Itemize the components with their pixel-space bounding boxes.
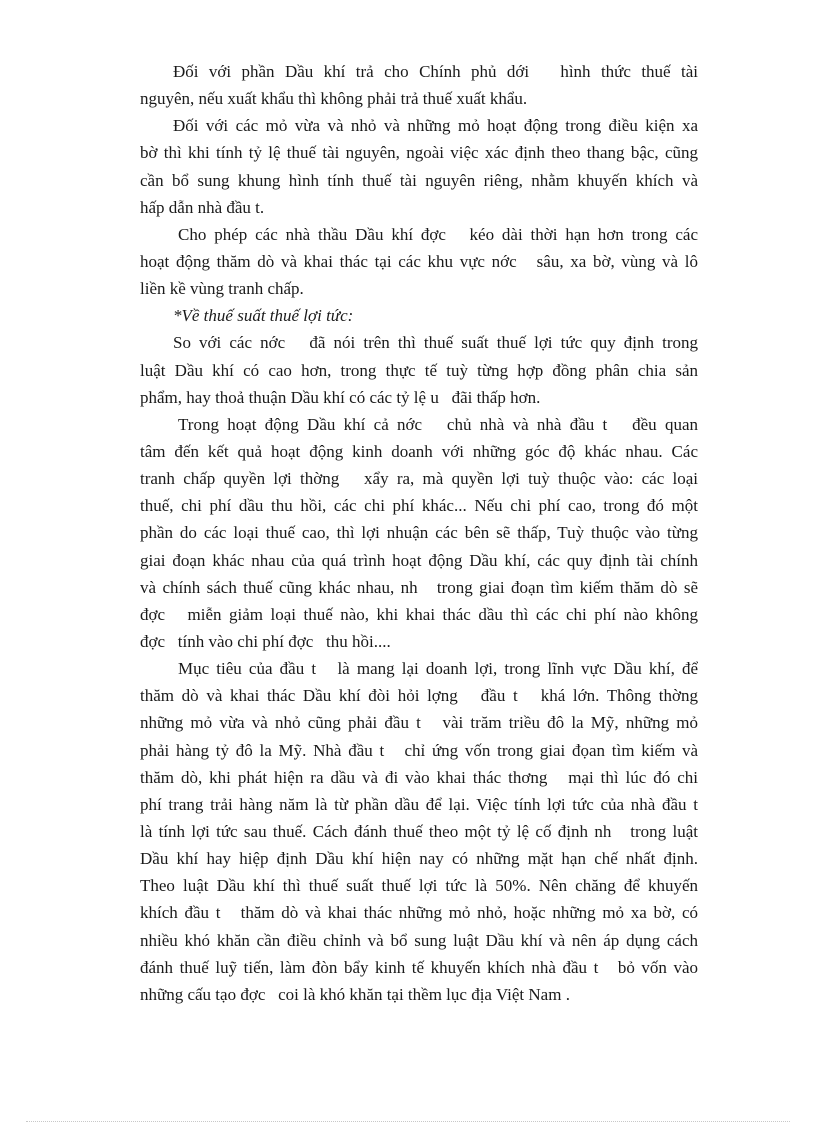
text-line: thăm dò, khi phát hiện ra dầu và đi vào khai thác thơng mại thì lúc đó chi	[140, 767, 698, 787]
text-line: những cấu tạo đợc coi là khó khăn tại thềm lục địa Việt Nam .	[140, 984, 570, 1004]
text-line: *Về thuế suất thuế lợi tức:	[173, 306, 354, 326]
text-line: nguyên, nếu xuất khẩu thì không phải trả thuế xuất khẩu.	[140, 89, 528, 109]
page-bottom-rule	[26, 1121, 790, 1122]
text-line: Đối với phần Dầu khí trả cho Chính phủ dới hình thức thuế tài	[173, 62, 698, 81]
text-line: Dầu khí hay hiệp định Dầu khí hiện nay có những mặt hạn chế nhất định.	[140, 849, 698, 869]
text-line: phẩm, hay thoả thuận Dầu khí có các tỷ lệ u đãi thấp hơn.	[140, 387, 541, 407]
text-line: những mỏ vừa và nhỏ cũng phải đầu t vài trăm triều đô la Mỹ, những mỏ	[140, 713, 698, 733]
paragraph	[140, 221, 698, 302]
text-line: bờ thì khi tính tỷ lệ thuế tài nguyên, ngoài việc xác định theo thang bậc, cũng	[140, 143, 698, 163]
text-line: phải hàng tỷ đô la Mỹ. Nhà đầu t chỉ ứng vốn trong giai đọan tìm kiếm và	[140, 740, 698, 760]
text-line: Trong hoạt động Dầu khí cả nớc chủ nhà và nhà đầu t đều quan	[178, 414, 698, 434]
paragraph	[140, 411, 698, 655]
text-line: thuế, chi phí dầu thu hồi, các chi phí khác... Nếu chi phí cao, trong đó một	[140, 496, 698, 516]
text-line: nhiều khó khăn cần điều chỉnh và bổ sung luật Dầu khí và nên áp dụng cách	[140, 930, 698, 950]
text-line: tranh chấp quyền lợi thờng xẩy ra, mà quyền lợi tuỳ thuộc vào: các loại	[140, 469, 698, 489]
text-line: Mục tiêu của đầu t là mang lại doanh lợi, trong lĩnh vực Dầu khí, để	[178, 659, 698, 679]
text-line: khích đầu t thăm dò và khai thác những mỏ nhỏ, hoặc những mỏ xa bờ, có	[140, 903, 698, 923]
text-line: và chính sách thuế cũng khác nhau, nh trong giai đoạn tìm kiếm thăm dò sẽ	[140, 577, 698, 597]
section-heading	[140, 302, 698, 329]
paragraph	[140, 329, 698, 410]
paragraph	[140, 655, 698, 1008]
text-line: Đối với các mỏ vừa và nhỏ và những mỏ hoạt động trong điều kiện xa	[173, 116, 698, 136]
text-line: đợc miễn giảm loại thuế nào, khi khai thác dầu thì các chi phí nào không	[140, 604, 698, 624]
text-line: So với các nớc đã nói trên thì thuế suất thuế lợi tức quy định trong	[173, 333, 698, 353]
document-body	[140, 58, 698, 1008]
text-line: luật Dầu khí có cao hơn, trong thực tế tuỳ từng hợp đồng phân chia sản	[140, 360, 698, 380]
text-line: giai đoạn khác nhau của quá trình hoạt động Dầu khí, các quy định tài chính	[140, 550, 698, 570]
text-line: Theo luật Dầu khí thì thuế suất thuế lợi tức là 50%. Nên chăng để khuyến	[140, 876, 698, 896]
text-line: hoạt động thăm dò và khai thác tại các khu vực nớc sâu, xa bờ, vùng và lô	[140, 251, 698, 271]
text-line: Cho phép các nhà thầu Dầu khí đợc kéo dài thời hạn hơn trong các	[178, 224, 698, 244]
text-line: là tính lợi tức sau thuế. Cách đánh thuế theo một tỷ lệ cố định nh trong luật	[140, 821, 698, 841]
text-line: đợc tính vào chi phí đợc thu hồi....	[140, 631, 391, 651]
text-line: đánh thuế luỹ tiến, làm đòn bẩy kinh tế khuyến khích nhà đầu t bỏ vốn vào	[140, 957, 698, 977]
text-line: thăm dò và khai thác Dầu khí đòi hỏi lợng đầu t khá lớn. Thông thờng	[140, 686, 698, 706]
text-line: phần do các loại thuế cao, thì lợi nhuận các bên sẽ thấp, Tuỳ thuộc vào từng	[140, 523, 698, 543]
paragraph	[140, 112, 698, 221]
text-line: tâm đến kết quả hoạt động kinh doanh với những góc độ khác nhau. Các	[140, 441, 698, 461]
text-line: cần bổ sung khung hình tính thuế tài nguyên riêng, nhằm khuyến khích và	[140, 170, 698, 190]
text-line: hấp dẫn nhà đầu t.	[140, 197, 265, 217]
paragraph	[140, 58, 698, 112]
text-line: liền kề vùng tranh chấp.	[140, 279, 304, 299]
text-line: phí trang trải hàng năm là từ phần dầu để lại. Việc tính lợi tức của nhà đầu t	[140, 794, 698, 814]
